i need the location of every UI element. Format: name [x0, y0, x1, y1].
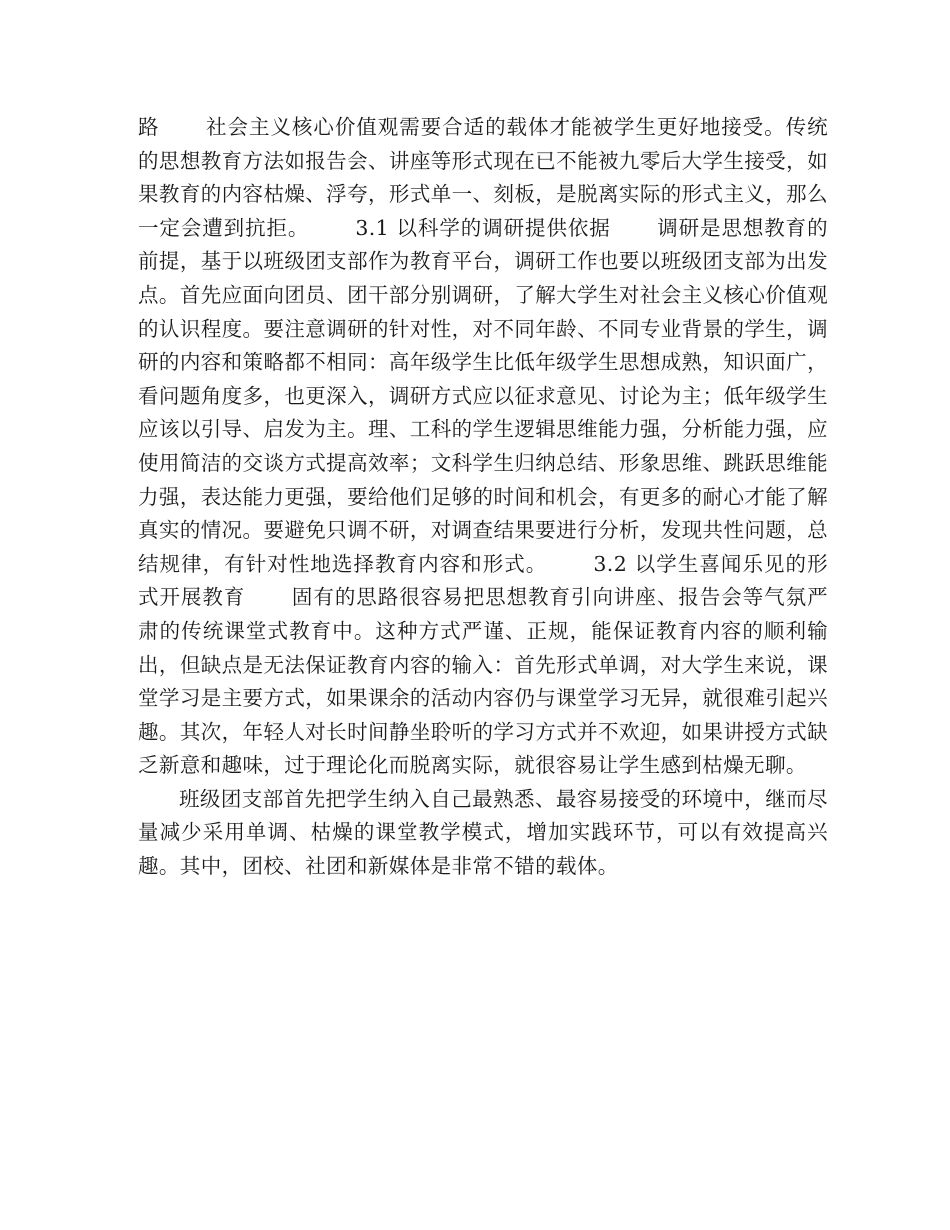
paragraph-text: 社会主义核心价值观需要合适的载体才能被学生更好地接受。传统的思想教育方法如报告会、讲座等形式现在已不能被九零后大学生接受，如果教育的内容枯燥、浮夸，形式单一、刻板，是脱离实际的形式主义，那么一定会遭到抗拒。 — [138, 115, 828, 240]
paragraph-text: 调研是思想教育的前提，基于以班级团支部作为教育平台，调研工作也要以班级团支部为出发点。首先应面向团员、团干部分别调研，了解大学生对社会主义核心价值观的认识程度。要注意调研的针对性，对不同年龄、不同专业背景的学生，调研的内容和策略都不相同：高年级学生比低年级学生思想成熟，知识面广，看问题角度多，也更深入，调研方式应以征求意见、讨论为主；低年级学生应该以引导、启发为主。理、工科的学生逻辑思维能力强，分析能力强，应使用简洁的交谈方式提高效率；文科学生归纳总结、形象思维、跳跃思维能力强，表达能力更强，要给他们足够的时间和机会，有更多的耐心才能了解真实的情况。要避免只调不研，对调查结果要进行分析，发现共性问题，总结规律，有针对性地选择教育内容和形式。 — [138, 215, 828, 576]
body-paragraph — [138, 111, 828, 783]
body-paragraph: 班级团支部首先把学生纳入自己最熟悉、最容易接受的环境中，继而尽量减少采用单调、枯燥的课堂教学模式，增加实践环节，可以有效提高兴趣。其中，团校、社团和新媒体是非常不错的载体。 — [138, 786, 828, 879]
section-heading-3-1: 3.1 以科学的调研提供依据 — [355, 215, 611, 240]
document-body — [138, 111, 828, 884]
section-heading-3-2: 3.2 以学生喜闻乐见的形式开展教育 — [138, 551, 828, 610]
paragraph-lead-text: 路 — [138, 115, 160, 139]
paragraph-text: 固有的思路很容易把思想教育引向讲座、报告会等气氛严肃的传统课堂式教育中。这种方式严谨、正规，能保证教育内容的顺利输出，但缺点是无法保证教育内容的输入：首先形式单调，对大学生来说，课堂学习是主要方式，如果课余的活动内容仍与课堂学习无异，就很难引起兴趣。其次，年轻人对长时间静坐聆听的学习方式并不欢迎，如果讲授方式缺乏新意和趣味，过于理论化而脱离实际，就很容易让学生感到枯燥无聊。 — [138, 585, 829, 778]
